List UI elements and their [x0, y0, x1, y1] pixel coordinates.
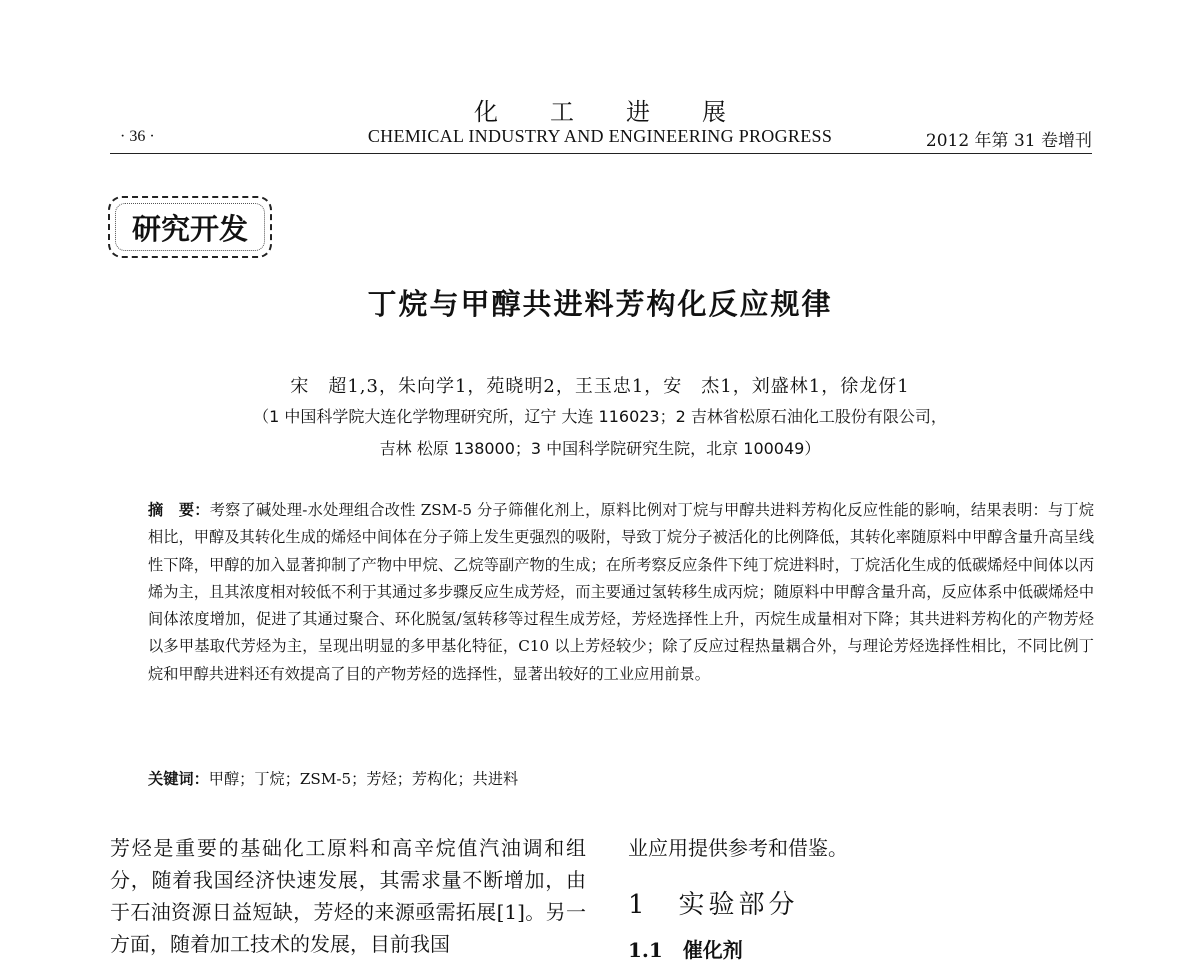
journal-char: 工	[550, 98, 574, 126]
section-badge-label: 研究开发	[131, 211, 248, 246]
page-number: · 36 ·	[120, 128, 155, 145]
abstract-text: 考察了碱处理-水处理组合改性 ZSM-5 分子筛催化剂上，原料比例对丁烷与甲醇共进料芳构化反应性能的影响，结果表明：与丁烷相比，甲醇及其转化生成的烯烃中间体在分子筛上发生更强烈的吸附，导致丁烷分子被活化的比例降低，其转化率随原料中甲醇含量升高呈线性下降，甲醇的加入显著抑制了产物中甲烷、乙烷等副产物的生成；在所考察反应条件下纯丁烷进料时，丁烷活化生成的低碳烯烃中间体以丙烯为主，且其浓度相对较低不利于其通过多步骤反应生成芳烃，而主要通过氢转移生成丙烷；随原料中甲醇含量升高，反应体系中低碳烯烃中间体浓度增加，促进了其通过聚合、环化脱氢/氢转移等过程生成芳烃，芳烃选择性上升，丙烷生成量相对下降；其共进料芳构化的产物芳烃以多甲基取代芳烃为主，呈现出明显的多甲基化特征，C10 以上芳烃较少；除了反应过程热量耦合外，与理论芳烃选择性相比，不同比例丁烷和甲醇共进料还有效提高了目的产物芳烃的选择性，显著出较好的工业应用前景。	[148, 501, 1095, 683]
section-heading: 1 实验部分	[628, 890, 799, 920]
journal-char: 展	[702, 98, 726, 126]
keywords-label: 关键词：	[148, 770, 209, 788]
affiliation-line-2: 吉林 松原 138000；3 中国科学院研究生院，北京 100049）	[379, 439, 821, 458]
subsection-heading: 1.1 催化剂	[628, 938, 743, 962]
body-left-column: 芳烃是重要的基础化工原料和高辛烷值汽油调和组分，随着我国经济快速发展，其需求量不断增加，由于石油资源日益短缺，芳烃的来源亟需拓展[1]。另一方面，随着加工技术的发展，目前我国	[110, 836, 586, 956]
issue-info: 2012 年第 31 卷增刊	[925, 131, 1092, 151]
paper-title: 丁烷与甲醇共进料芳构化反应规律	[367, 287, 833, 321]
section-badge	[108, 196, 272, 258]
journal-char: 化	[474, 98, 498, 126]
journal-title-cn	[0, 92, 1200, 127]
badge-border-decoration	[115, 203, 265, 251]
header-rule	[110, 153, 1092, 154]
keywords	[148, 768, 1094, 789]
journal-title-en: CHEMICAL INDUSTRY AND ENGINEERING PROGRESS	[367, 126, 833, 146]
body-right-column-text: 业应用提供参考和借鉴。	[628, 836, 848, 860]
journal-char: 进	[626, 98, 650, 126]
abstract	[148, 497, 1094, 688]
affiliation-line-1: （1 中国科学院大连化学物理研究所，辽宁 大连 116023；2 吉林省松原石油化工股份有限公司，	[253, 407, 947, 426]
abstract-label: 摘 要：	[148, 501, 210, 519]
keywords-text: 甲醇；丁烷；ZSM-5；芳烃；芳构化；共进料	[208, 770, 519, 788]
author-list: 宋 超1,3，朱向学1，苑晓明2，王玉忠1，安 杰1，刘盛林1，徐龙伢1	[290, 376, 910, 397]
